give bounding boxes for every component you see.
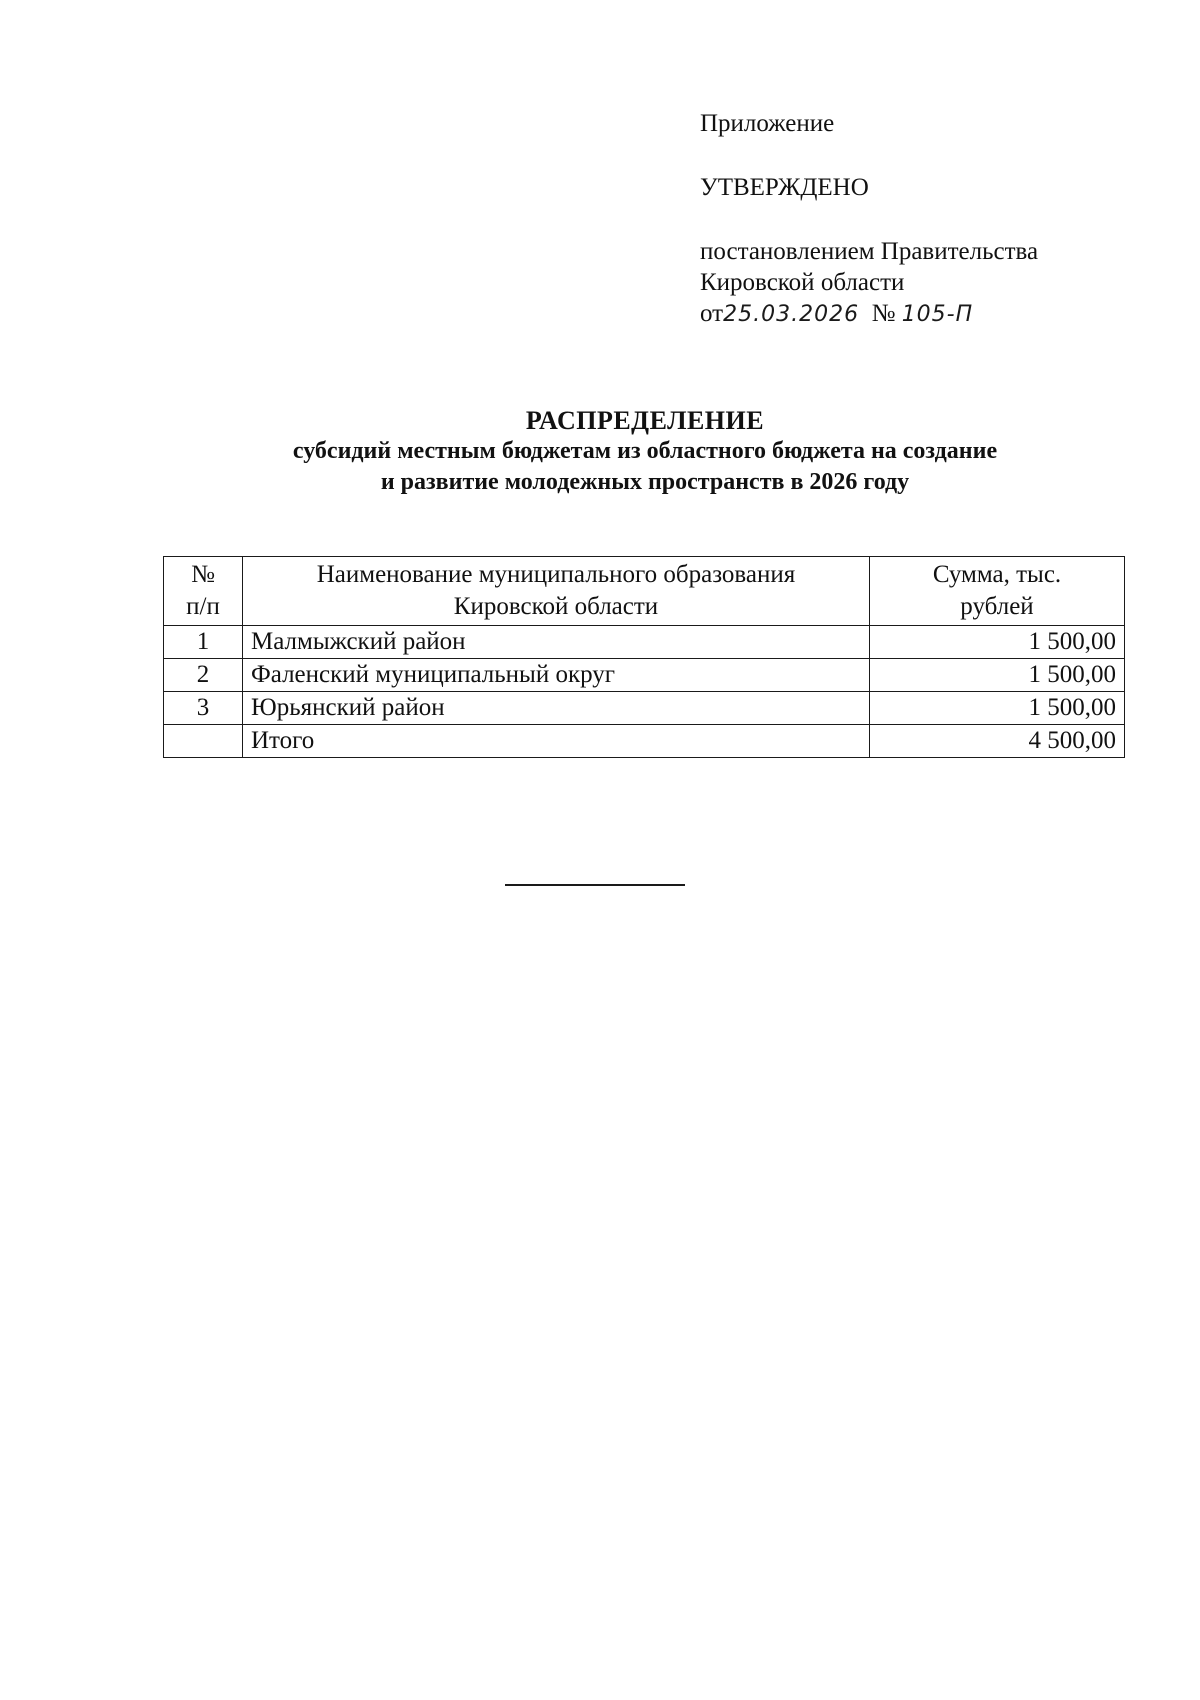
distribution-table <box>163 556 1125 758</box>
row-sum: 1 500,00 <box>870 626 1125 659</box>
header-municipality-line-1: Наименование муниципального образования <box>316 561 796 588</box>
resolution-line-2: Кировской области <box>700 269 905 296</box>
resolution-date-number <box>700 298 1120 330</box>
row-number: 3 <box>164 692 243 725</box>
row-number: 2 <box>164 659 243 692</box>
date-prefix: от <box>700 300 724 327</box>
row-municipality: Малмыжский район <box>243 626 870 659</box>
row-number: 1 <box>164 626 243 659</box>
approved-label: УТВЕРЖДЕНО <box>700 174 869 201</box>
resolution-line-1: постановлением Правительства <box>700 238 1039 265</box>
table-header-row <box>164 557 1125 626</box>
header-sum-line-1: Сумма, тыс. <box>932 561 1062 588</box>
document-subtitle-line-1: субсидий местным бюджетам из областного бюджета на создание <box>292 438 998 464</box>
handwritten-date: 25.03.2026 <box>723 302 860 327</box>
total-sum: 4 500,00 <box>870 725 1125 758</box>
header-sum-line-2: рублей <box>960 593 1034 620</box>
row-municipality: Юрьянский район <box>243 692 870 725</box>
table-total-row <box>164 725 1125 758</box>
row-municipality: Фаленский муниципальный округ <box>243 659 870 692</box>
number-prefix: № <box>871 300 896 327</box>
table-row <box>164 659 1125 692</box>
header-sum <box>870 557 1125 626</box>
header-municipality <box>243 557 870 626</box>
row-sum: 1 500,00 <box>870 659 1125 692</box>
document-title: РАСПРЕДЕЛЕНИЕ <box>525 406 765 435</box>
header-number <box>164 557 243 626</box>
row-sum: 1 500,00 <box>870 692 1125 725</box>
total-number <box>164 725 243 758</box>
table-row <box>164 626 1125 659</box>
header-number-line-2: п/п <box>186 593 220 620</box>
end-divider <box>505 884 685 886</box>
total-label: Итого <box>243 725 870 758</box>
document-subtitle-line-2: и развитие молодежных пространств в 2026 году <box>380 469 910 495</box>
approval-block <box>700 108 1120 330</box>
handwritten-number: 105-П <box>901 302 974 327</box>
header-municipality-line-2: Кировской области <box>453 593 659 620</box>
document-heading <box>150 405 1140 498</box>
appendix-label: Приложение <box>700 110 835 137</box>
header-number-line-1: № <box>191 561 215 588</box>
table-row <box>164 692 1125 725</box>
